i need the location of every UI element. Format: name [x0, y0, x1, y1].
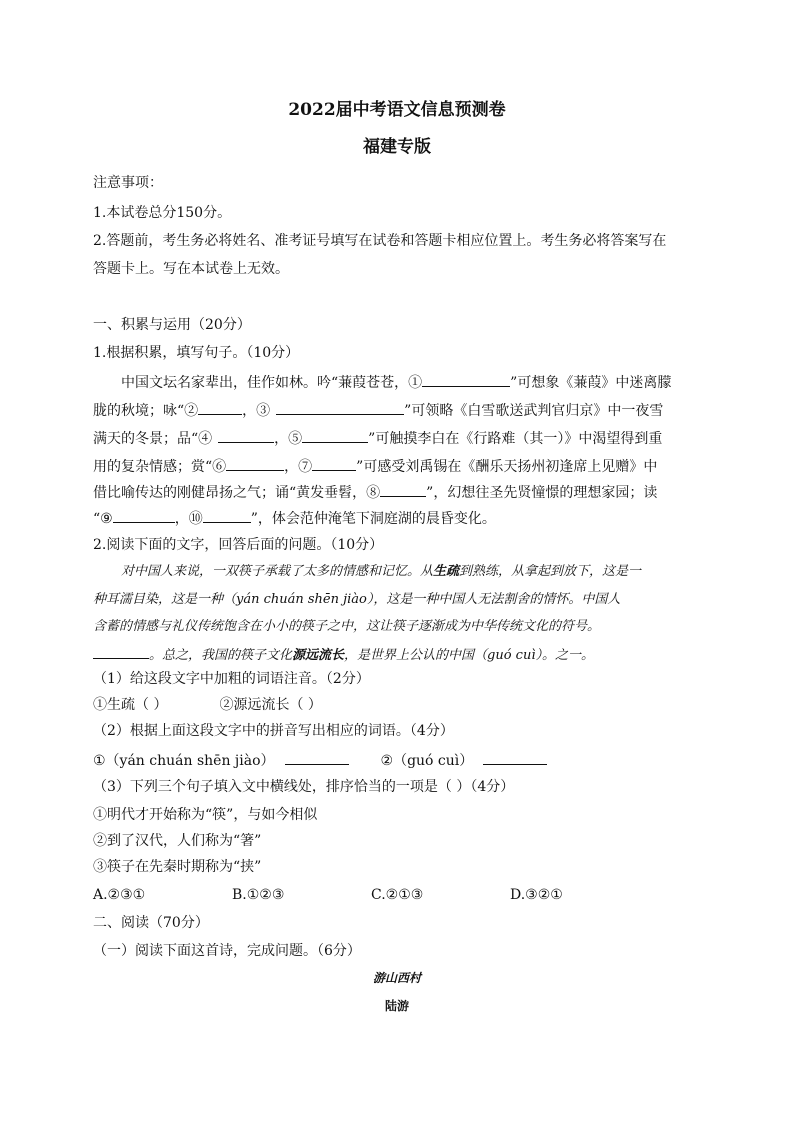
exam-title: 2022届中考语文信息预测卷	[288, 100, 506, 120]
subquestion-1-answers	[93, 695, 322, 715]
choice-c[interactable]: C.②①③	[371, 887, 424, 903]
answer-blank-4[interactable]	[218, 427, 274, 443]
section-1-heading: 一、积累与运用（20分）	[93, 317, 251, 333]
answer-blank-1[interactable]	[422, 371, 510, 387]
bold-word-yuanyuanliuchang: 源远流长	[292, 648, 345, 663]
question-2-title: 2.阅读下面的文字，回答后面的问题。（10分）	[93, 537, 384, 553]
bold-word-shengshu: 生疏	[433, 564, 460, 579]
answer-blank-2[interactable]	[198, 399, 242, 415]
sentence-option-3: ③筷子在先秦时期称为“挟”	[93, 859, 262, 875]
notice-item-1: 1.本试卷总分150分。	[93, 205, 232, 221]
reading-1-title: （一）阅读下面这首诗，完成问题。（6分）	[93, 943, 361, 959]
poem-author: 陆游	[384, 999, 409, 1013]
sentence-option-1: ①明代才开始称为“筷”，与如今相似	[93, 807, 318, 823]
choice-b[interactable]: B.①②③	[232, 887, 285, 903]
notice-item-2-cont: 答题卡上。写在本试卷上无效。	[93, 261, 289, 277]
sentence-option-2: ②到了汉代，人们称为“箸”	[93, 833, 262, 849]
passage-line-1: 对中国人来说，一双筷子承载了太多的情感和记忆。从生疏到熟练，从拿起到放下，这是一	[121, 564, 642, 579]
passage-blank[interactable]	[93, 643, 149, 659]
subquestion-2: （2）根据上面这段文字中的拼音写出相应的词语。（4分）	[93, 723, 454, 739]
q1-line-4: 用的复杂情感；赏“⑥ ，⑦ ”可感受刘禹锡在《酬乐天扬州初逢席上见赠》中	[93, 455, 657, 477]
exam-subtitle: 福建专版	[363, 137, 431, 157]
answer-blank-7[interactable]	[312, 455, 356, 471]
subquestion-1: （1）给这段文字中加粗的词语注音。（2分）	[93, 671, 370, 687]
answer-blank-5[interactable]	[302, 427, 368, 443]
answer-shengshu[interactable]: ①生疏（ ）	[93, 697, 168, 713]
answer-blank-6[interactable]	[226, 455, 284, 471]
answer-blank-pinyin-2[interactable]	[483, 749, 547, 765]
answer-blank-10[interactable]	[203, 507, 251, 523]
q1-line-3: 满天的冬景；品“④ ，⑤ ”可触摸李白在《行路难（其一）》中渴望得到重	[93, 427, 662, 449]
answer-blank-pinyin-1[interactable]	[285, 749, 349, 765]
question-1-title: 1.根据积累，填写句子。（10分）	[93, 345, 300, 361]
q1-line-5: 借比喻传达的刚健昂扬之气；诵“黄发垂髫，⑧ ”，幻想往圣先贤憧憬的理想家园；读	[93, 481, 657, 503]
q1-line-2: 胧的秋境；咏“② ，③ ”可领略《白雪歌送武判官归京》中一夜雪	[93, 399, 663, 421]
answer-blank-3[interactable]	[276, 399, 404, 415]
q1-line-6: “⑨ ，⑩ ”，体会范仲淹笔下洞庭湖的晨昏变化。	[93, 507, 496, 529]
passage-line-3: 含蓄的情感与礼仪传统饱含在小小的筷子之中，这让筷子逐渐成为中华传统文化的符号。	[93, 619, 601, 634]
q1-line-1: 中国文坛名家辈出，佳作如林。吟“蒹葭苍苍，① ”可想象《蒹葭》中迷离朦	[121, 371, 671, 393]
answer-yuanyuanliuchang[interactable]: ②源远流长（ ）	[219, 697, 322, 713]
passage-line-4: 。总之，我国的筷子文化源远流长，是世界上公认的中国（guó cuì）。之一。	[93, 643, 594, 666]
subquestion-3: （3）下列三个句子填入文中横线处，排序恰当的一项是（ ）（4分）	[93, 779, 515, 795]
passage-line-2: 种耳濡目染，这是一种（yán chuán shēn jiào），这是一种中国人无法割舍的情怀。中国人	[93, 592, 621, 607]
poem-title: 游山西村	[372, 971, 421, 985]
answer-blank-9[interactable]	[113, 507, 175, 523]
subquestion-2-answers: ①（yán chuán shēn jiào） ②（guó cuì）	[93, 749, 547, 771]
notice-heading: 注意事项：	[93, 175, 163, 191]
choice-a[interactable]: A.②③①	[93, 887, 146, 903]
section-2-heading: 二、阅读（70分）	[93, 915, 209, 931]
notice-item-2: 2.答题前，考生务必将姓名、准考证号填写在试卷和答题卡相应位置上。考生务必将答案写在	[93, 233, 667, 249]
answer-blank-8[interactable]	[380, 481, 426, 497]
choice-d[interactable]: D.③②①	[510, 887, 563, 903]
